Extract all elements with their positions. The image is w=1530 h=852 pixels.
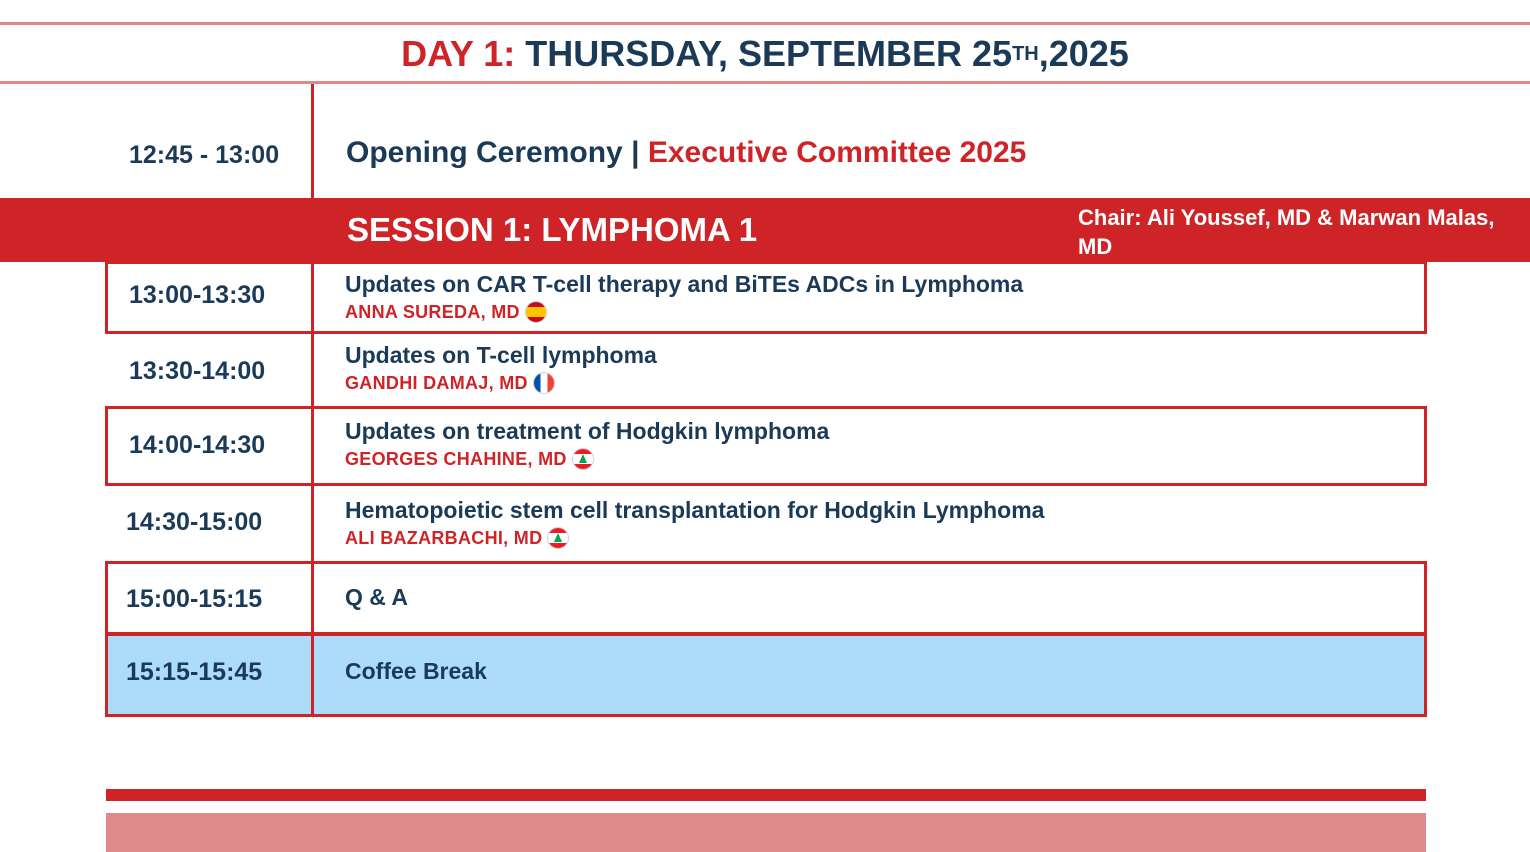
opening-ceremony <box>346 136 1026 170</box>
speaker-text: GANDHI DAMAJ, MD <box>345 373 528 393</box>
date-suffix: TH <box>1012 43 1039 65</box>
talk-title: Q & A <box>345 584 409 610</box>
header-bottom-line <box>0 81 1530 84</box>
opening-subtitle: Executive Committee 2025 <box>647 136 1027 169</box>
page-title <box>0 26 1530 82</box>
row-time: 13:30-14:00 <box>129 357 266 385</box>
row-time: 14:00-14:30 <box>129 431 266 459</box>
coffee-break-row <box>105 633 1427 717</box>
speaker-name <box>345 528 568 549</box>
talk-title: Coffee Break <box>345 658 487 684</box>
opening-title: Opening Ceremony <box>346 136 623 169</box>
session-chair: Chair: Ali Youssef, MD & Marwan Malas, MD <box>1078 205 1495 259</box>
date-label <box>525 33 1129 74</box>
france-flag-icon <box>534 373 554 393</box>
speaker-text: GEORGES CHAHINE, MD <box>345 449 567 469</box>
speaker-text: ALI BAZARBACHI, MD <box>345 528 543 548</box>
date-text: THURSDAY, SEPTEMBER 25 <box>525 33 1013 74</box>
speaker-name <box>345 373 554 394</box>
opening-time: 12:45 - 13:00 <box>129 141 280 169</box>
footer-red-bar <box>106 789 1426 801</box>
session-banner <box>0 198 1530 262</box>
row-time: 15:15-15:45 <box>126 658 263 686</box>
header-top-line <box>0 22 1530 25</box>
talk-title: Updates on CAR T-cell therapy and BiTEs ADCs in Lymphoma <box>345 271 1024 297</box>
column-divider <box>311 84 314 198</box>
lebanon-flag-icon <box>548 528 568 548</box>
schedule-row <box>105 561 1427 635</box>
row-time: 13:00-13:30 <box>129 281 266 309</box>
talk-title: Hematopoietic stem cell transplantation for Hodgkin Lymphoma <box>345 497 1045 523</box>
lebanon-flag-icon <box>573 449 593 469</box>
spain-flag-icon <box>526 302 546 322</box>
row-time: 15:00-15:15 <box>126 585 263 613</box>
speaker-name <box>345 449 593 470</box>
day-label: DAY 1: <box>401 33 516 74</box>
session-title: SESSION 1: LYMPHOMA 1 <box>347 211 758 248</box>
date-year: ,2025 <box>1038 33 1129 74</box>
column-divider <box>311 262 314 716</box>
speaker-text: ANNA SUREDA, MD <box>345 302 520 322</box>
opening-separator: | <box>631 136 640 169</box>
footer-pink-bar <box>106 813 1426 852</box>
speaker-name <box>345 302 546 323</box>
talk-title: Updates on T-cell lymphoma <box>345 342 657 368</box>
talk-title: Updates on treatment of Hodgkin lymphoma <box>345 418 830 444</box>
row-time: 14:30-15:00 <box>126 508 263 536</box>
